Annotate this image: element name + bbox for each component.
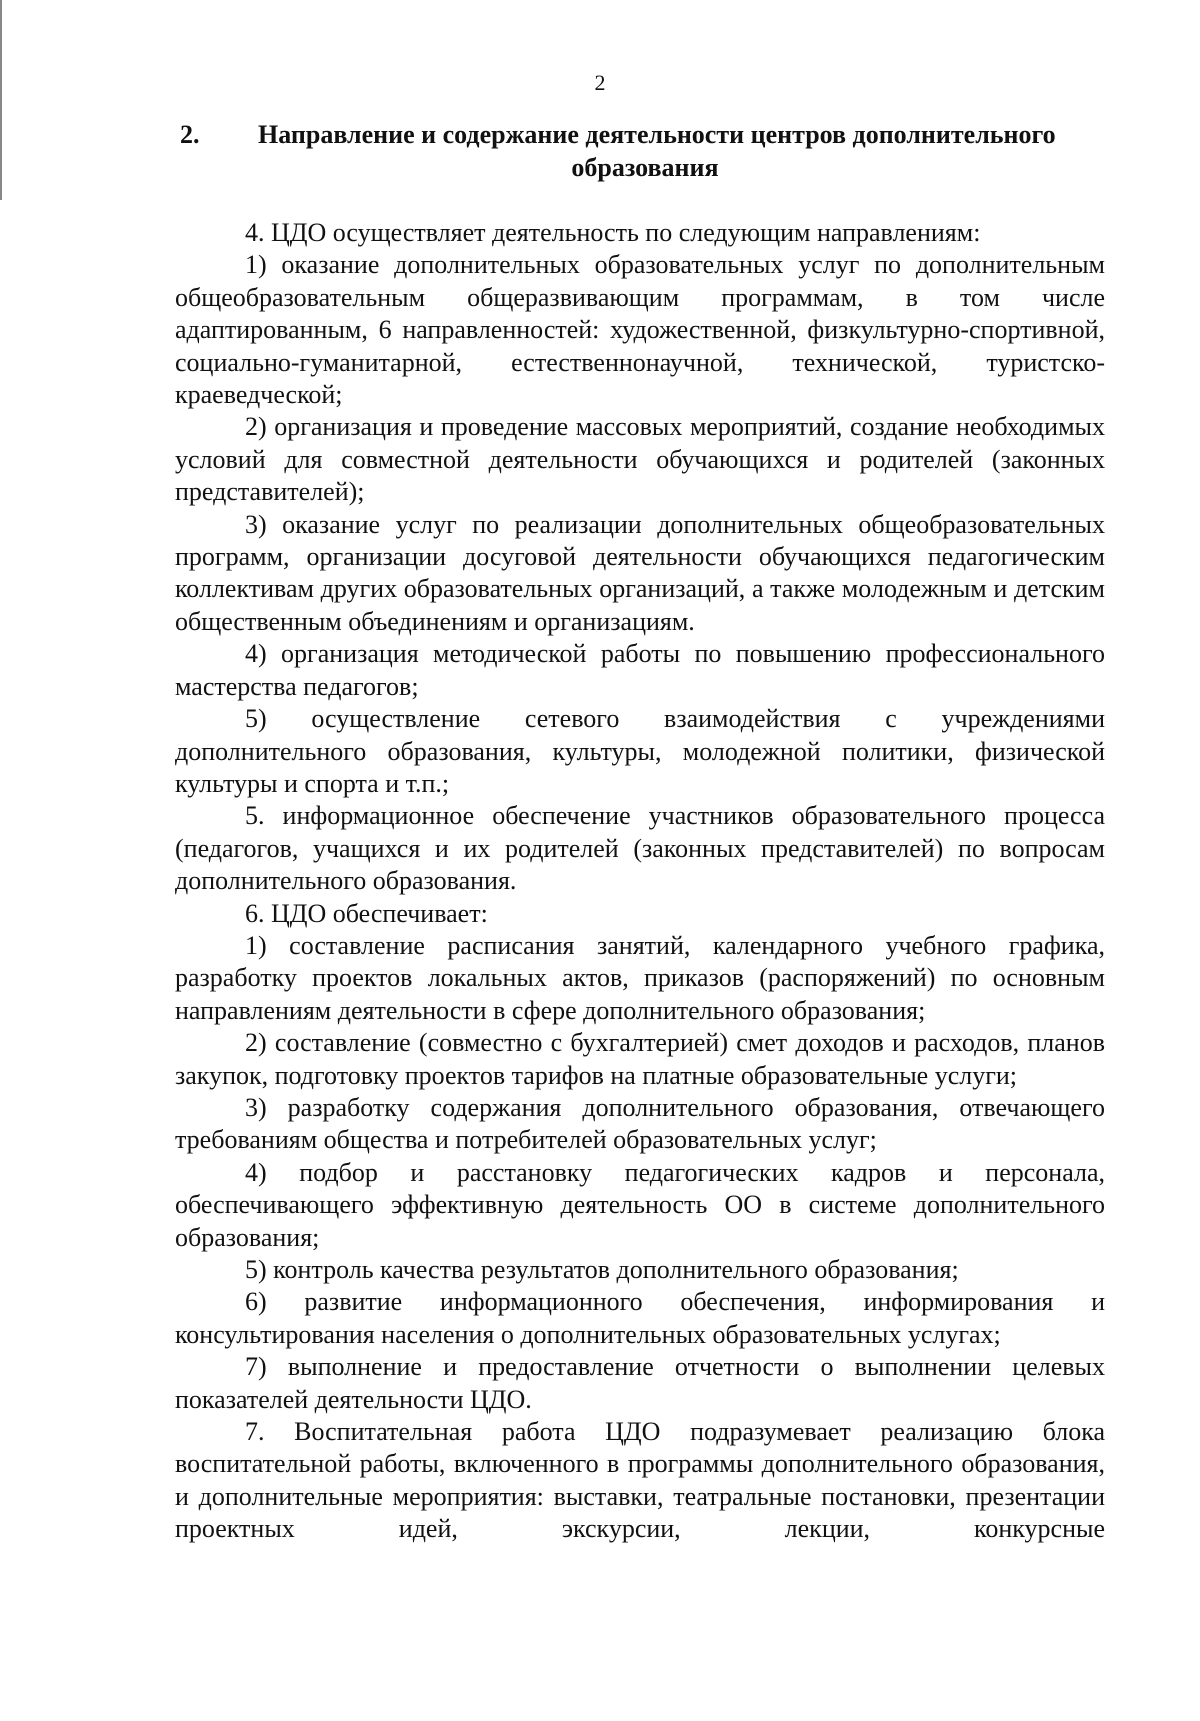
paragraph: 4) организация методической работы по повышению профессионального мастерства педагогов; <box>175 639 1105 701</box>
paragraph: 4. ЦДО осуществляет деятельность по следующим направлениям: <box>245 218 981 247</box>
paragraph: 7. Воспитательная работа ЦДО подразумевает реализацию блока воспитательной работы, включенного в программы дополнительного образования, и дополнительные мероприятия: выставки, театральные постановки, презентации проектных идей, экскурсии, лекции, конкурсные <box>175 1417 1105 1544</box>
paragraph: 3) оказание услуг по реализации дополнительных общеобразовательных программ, организации досуговой деятельности обучающихся педагогическим коллективам других образовательных организаций, а также молодежным и детским общественным объединениям и организациям. <box>175 509 1105 636</box>
section-number: 2. <box>180 120 200 149</box>
paragraph: 3) разработку содержания дополнительного образования, отвечающего требованиям общества и потребителей образовательных услуг; <box>175 1092 1105 1155</box>
paragraph: 2) составление (совместно с бухгалтерией) смет доходов и расходов, планов закупок, подготовку проектов тарифов на платные образовательные услуги; <box>175 1028 1105 1090</box>
paragraph: 6. ЦДО обеспечивает: <box>245 898 488 928</box>
paragraph: 5) осуществление сетевого взаимодействия с учреждениями дополнительного образования, культуры, молодежной политики, физической культуры и спорта и т.п.; <box>175 704 1105 798</box>
section-title-line-1: Направление и содержание деятельности центров дополнительного <box>258 120 1056 149</box>
paragraph: 5) контроль качества результатов дополнительного образования; <box>245 1255 959 1284</box>
paragraph: 1) составление расписания занятий, календарного учебного графика, разработку проектов локальных актов, приказов (распоряжений) по основным направлениям деятельности в сфере дополнительного образования; <box>175 930 1105 1025</box>
paragraph: 7) выполнение и предоставление отчетности о выполнении целевых показателей деятельности ЦДО. <box>175 1352 1105 1414</box>
document-body <box>175 217 1105 1546</box>
paragraph: 4) подбор и расстановку педагогических кадров и персонала, обеспечивающего эффективную деятельность ОО в системе дополнительного образования; <box>175 1157 1105 1252</box>
page-number: 2 <box>594 70 606 95</box>
paragraph: 6) развитие информационного обеспечения, информирования и консультирования населения о дополнительных образовательных услугах; <box>175 1287 1105 1349</box>
section-title-line-2: образования <box>571 153 719 182</box>
paragraph: 2) организация и проведение массовых мероприятий, создание необходимых условий для совместной деятельности обучающихся и родителей (законных представителей); <box>175 412 1105 507</box>
paragraph: 5. информационное обеспечение участников образовательного процесса (педагогов, учащихся и их родителей (законных представителей) по вопросам дополнительного образования. <box>175 801 1105 896</box>
paragraph: 1) оказание дополнительных образовательных услуг по дополнительным общеобразовательным общеразвивающим программам, в том числе адаптированным, 6 направленностей: художественной, физкультурно-спортивной, социально-гуманитарной, естественнонаучной, технической, туристско-краеведческой; <box>175 250 1105 410</box>
scan-edge-mark <box>0 0 2 200</box>
